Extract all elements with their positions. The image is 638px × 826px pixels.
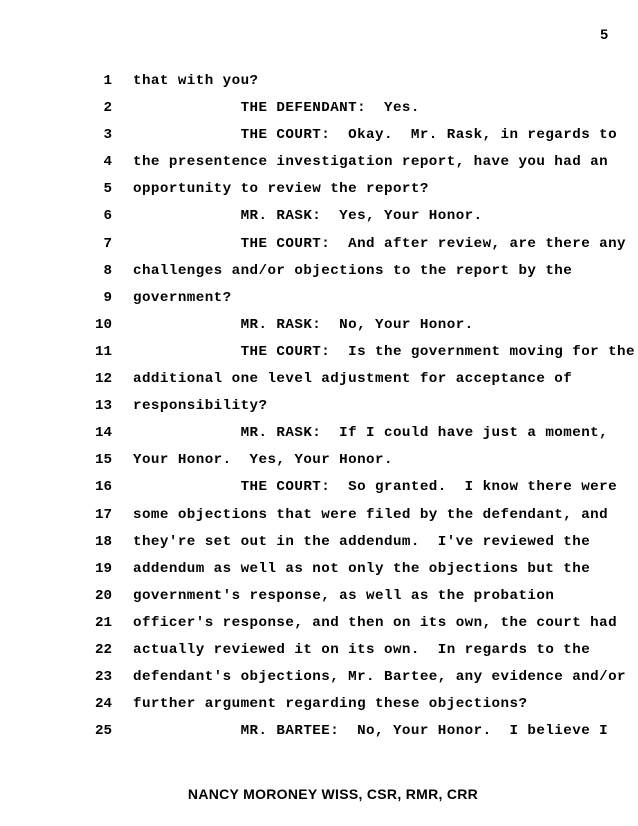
transcript-line <box>0 558 638 585</box>
line-text: Your Honor. Yes, Your Honor. <box>133 452 393 469</box>
line-number: 11 <box>94 343 112 360</box>
line-number: 9 <box>103 289 112 306</box>
transcript-line <box>0 395 638 422</box>
line-number: 19 <box>94 560 112 577</box>
line-text: government? <box>133 289 232 306</box>
line-number: 17 <box>94 506 112 523</box>
line-number: 8 <box>103 262 112 279</box>
line-text: actually reviewed it on its own. In regards to the <box>133 641 591 658</box>
transcript-line <box>0 341 638 368</box>
transcript-line <box>0 639 638 666</box>
transcript-line <box>0 260 638 287</box>
transcript-line <box>0 368 638 395</box>
line-text: MR. RASK: No, Your Honor. <box>133 316 474 333</box>
transcript-line <box>0 233 638 260</box>
transcript-line <box>0 287 638 314</box>
line-text: addendum as well as not only the objections but the <box>133 560 591 577</box>
line-text: THE COURT: And after review, are there any <box>133 235 627 252</box>
line-number: 2 <box>103 100 112 117</box>
line-number: 16 <box>94 479 112 496</box>
line-text: responsibility? <box>133 398 268 415</box>
line-text: THE COURT: So granted. I know there were <box>133 479 618 496</box>
line-number: 25 <box>94 723 112 740</box>
line-number: 1 <box>103 73 112 89</box>
line-number: 7 <box>103 235 112 252</box>
line-text: that with you? <box>133 73 259 89</box>
line-number: 3 <box>103 127 112 144</box>
transcript-line <box>0 422 638 449</box>
line-text: additional one level adjustment for acceptance of <box>133 371 573 388</box>
transcript-line <box>0 666 638 693</box>
line-number: 21 <box>94 614 112 631</box>
transcript-line <box>0 720 638 747</box>
line-text: THE COURT: Okay. Mr. Rask, in regards to <box>133 127 618 144</box>
line-number: 18 <box>94 533 112 550</box>
transcript-line <box>0 205 638 232</box>
transcript-line <box>0 124 638 151</box>
line-number: 14 <box>94 425 112 442</box>
line-number: 23 <box>94 669 112 686</box>
line-text: further argument regarding these objections? <box>133 696 528 713</box>
line-text: THE COURT: Is the government moving for the <box>133 343 635 360</box>
transcript-line <box>0 314 638 341</box>
line-number: 12 <box>94 371 112 388</box>
transcript-line <box>0 151 638 178</box>
transcript-line <box>0 449 638 476</box>
line-text: government's response, as well as the probation <box>133 587 555 604</box>
line-number: 4 <box>103 154 112 171</box>
transcript-line <box>0 97 638 124</box>
transcript-line <box>0 612 638 639</box>
transcript-line <box>0 178 638 205</box>
line-text: MR. RASK: If I could have just a moment, <box>133 425 609 442</box>
line-text: defendant's objections, Mr. Bartee, any evidence and/or <box>133 669 627 686</box>
transcript-line <box>0 531 638 558</box>
line-text: MR. BARTEE: No, Your Honor. I believe I <box>133 723 609 740</box>
line-number: 10 <box>94 316 112 333</box>
line-number: 20 <box>94 587 112 604</box>
page-number: 5 <box>600 26 608 42</box>
line-text: opportunity to review the report? <box>133 181 429 198</box>
line-number: 24 <box>94 696 112 713</box>
line-text: the presentence investigation report, have you had an <box>133 154 609 171</box>
transcript-line <box>0 504 638 531</box>
line-text: MR. RASK: Yes, Your Honor. <box>133 208 483 225</box>
line-number: 5 <box>103 181 112 198</box>
transcript-line <box>0 693 638 720</box>
line-text: they're set out in the addendum. I've reviewed the <box>133 533 591 550</box>
line-text: some objections that were filed by the defendant, and <box>133 506 609 523</box>
line-number: 6 <box>103 208 112 225</box>
line-text: THE DEFENDANT: Yes. <box>133 100 420 117</box>
transcript-line <box>0 70 638 97</box>
line-number: 15 <box>94 452 112 469</box>
transcript-line <box>0 476 638 503</box>
transcript-line <box>0 585 638 612</box>
court-reporter-footer: NANCY MORONEY WISS, CSR, RMR, CRR <box>187 786 479 802</box>
transcript-body <box>0 70 638 747</box>
line-text: officer's response, and then on its own, the court had <box>133 614 618 631</box>
line-number: 22 <box>94 641 112 658</box>
line-text: challenges and/or objections to the report by the <box>133 262 573 279</box>
line-number: 13 <box>94 398 112 415</box>
